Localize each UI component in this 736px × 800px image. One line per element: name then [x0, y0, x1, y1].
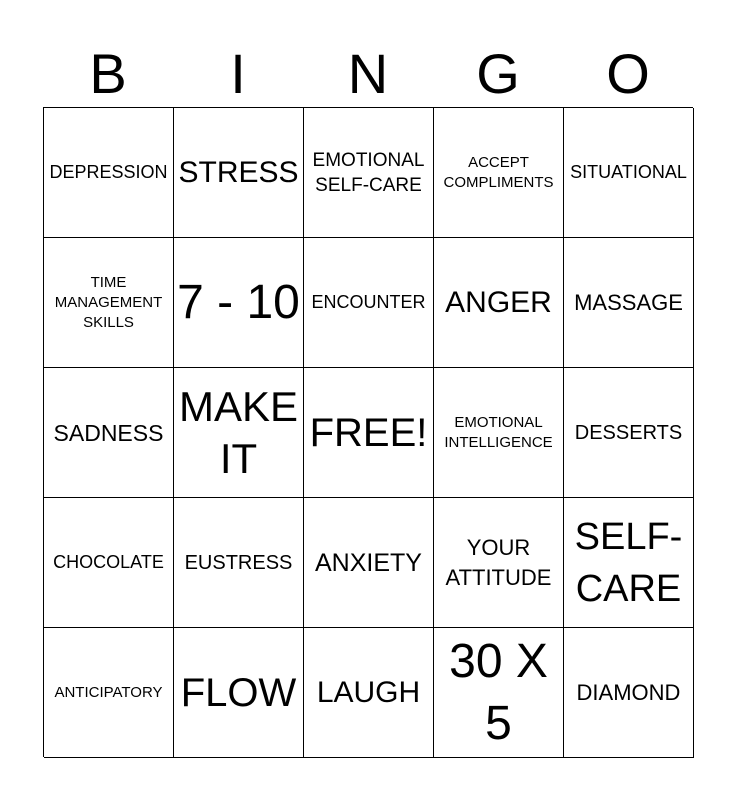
header-letter-g: G: [476, 42, 520, 105]
cell-text: TIME MANAGEMENT SKILLS: [54, 273, 163, 331]
header-letter-n: N: [347, 42, 389, 105]
cell-text: EUSTRESS: [184, 551, 293, 574]
cell-text: LAUGH: [316, 675, 421, 709]
bingo-cell-r1c3[interactable]: [304, 108, 434, 238]
cell-text: DESSERTS: [574, 421, 683, 444]
bingo-cell-r2c3[interactable]: [304, 238, 434, 368]
bingo-cell-free[interactable]: [304, 368, 434, 498]
cell-text: YOUR ATTITUDE: [445, 534, 552, 590]
bingo-cell-r3c2[interactable]: [174, 368, 304, 498]
header-letter-i: I: [230, 42, 246, 105]
bingo-cell-r4c4[interactable]: [434, 498, 564, 628]
header-letter-b: B: [89, 42, 127, 105]
cell-text: 7 - 10: [177, 275, 300, 329]
cell-text: STRESS: [178, 155, 299, 189]
cell-text: ANXIETY: [315, 548, 422, 577]
bingo-header: [43, 40, 693, 108]
bingo-cell-r2c5[interactable]: [564, 238, 694, 368]
cell-text: SELF-CARE: [574, 515, 683, 610]
cell-text: MASSAGE: [574, 289, 683, 315]
cell-text: ANGER: [445, 285, 552, 319]
cell-text: MAKE IT: [178, 382, 299, 482]
bingo-cell-r2c4[interactable]: [434, 238, 564, 368]
cell-text: SITUATIONAL: [570, 162, 687, 182]
cell-text: ENCOUNTER: [311, 292, 426, 312]
bingo-cell-r4c1[interactable]: [44, 498, 174, 628]
cell-text: SADNESS: [53, 419, 164, 446]
bingo-cell-r1c5[interactable]: [564, 108, 694, 238]
bingo-cell-r5c1[interactable]: [44, 628, 174, 758]
bingo-cell-r1c2[interactable]: [174, 108, 304, 238]
cell-text: EMOTIONAL INTELLIGENCE: [444, 413, 553, 451]
cell-text: CHOCOLATE: [53, 552, 164, 572]
bingo-cell-r2c1[interactable]: [44, 238, 174, 368]
bingo-cell-r4c3[interactable]: [304, 498, 434, 628]
cell-text: FLOW: [180, 670, 297, 715]
cell-text: 30 X 5: [449, 634, 548, 750]
bingo-cell-r3c5[interactable]: [564, 368, 694, 498]
bingo-cell-r5c4[interactable]: [434, 628, 564, 758]
bingo-cell-r4c5[interactable]: [564, 498, 694, 628]
bingo-cell-r3c4[interactable]: [434, 368, 564, 498]
header-letter-o: O: [606, 42, 650, 105]
cell-text: ANTICIPATORY: [54, 683, 163, 701]
bingo-cell-r1c1[interactable]: [44, 108, 174, 238]
bingo-cell-r5c2[interactable]: [174, 628, 304, 758]
cell-text: DEPRESSION: [49, 162, 168, 182]
bingo-cell-r4c2[interactable]: [174, 498, 304, 628]
bingo-cell-r2c2[interactable]: [174, 238, 304, 368]
cell-text: EMOTIONAL SELF-CARE: [312, 149, 425, 196]
bingo-cell-r1c4[interactable]: [434, 108, 564, 238]
bingo-card-grid: [43, 107, 693, 757]
bingo-cell-r3c1[interactable]: [44, 368, 174, 498]
cell-text: ACCEPT COMPLIMENTS: [443, 153, 554, 191]
bingo-cell-r5c3[interactable]: [304, 628, 434, 758]
bingo-cell-r5c5[interactable]: [564, 628, 694, 758]
free-space-text: FREE!: [309, 410, 428, 455]
cell-text: DIAMOND: [576, 679, 681, 705]
